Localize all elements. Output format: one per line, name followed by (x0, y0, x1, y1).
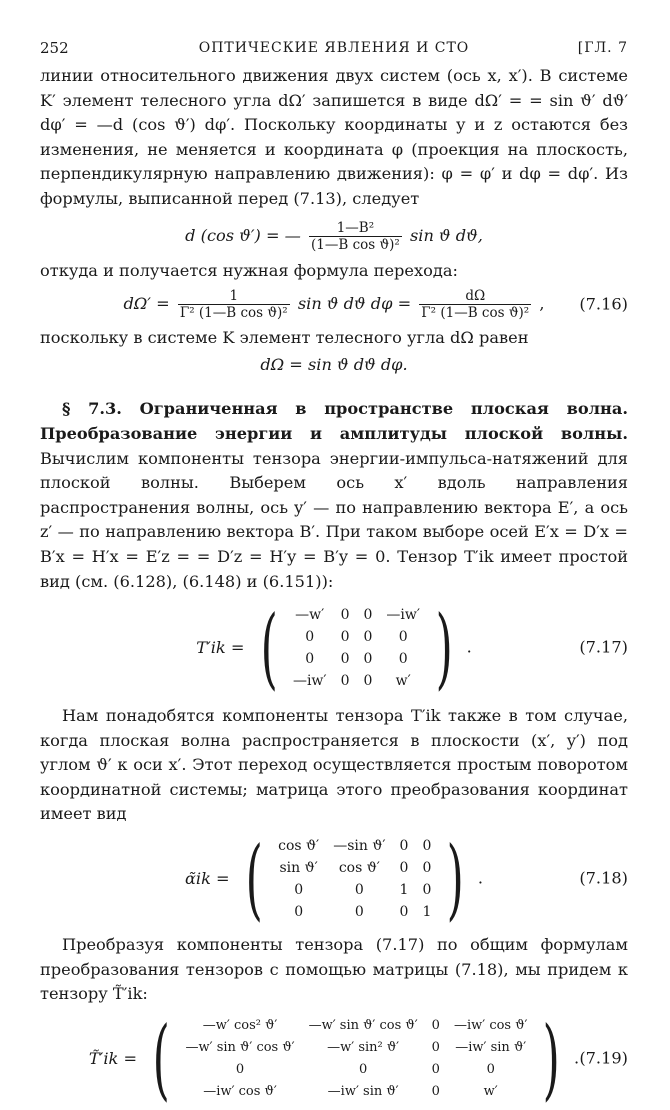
matrix-cell: cos ϑ′ (278, 837, 320, 854)
matrix-cell: 0 (431, 1018, 440, 1034)
matrix-row (179, 1015, 535, 1037)
matrix-cell: 0 (431, 1040, 440, 1056)
paragraph-5: Преобразуя компоненты тензора (7.17) по общим формулам преобразования тензоров с помощью матрицы (7.18), мы придем к тензору T̃′ik: (40, 935, 628, 1004)
eq1-numerator: 1—B² (309, 220, 402, 237)
equation-number-7-16: (7.16) (579, 294, 628, 314)
matrix-cell: 0 (398, 628, 408, 645)
equation-domega: dΩ = sin ϑ dϑ dφ. (260, 354, 408, 374)
matrix-cell: 0 (431, 1062, 440, 1078)
eq718-lhs: α̃ik = (184, 868, 230, 888)
right-paren: ) (446, 827, 465, 931)
equation-dcos (40, 220, 628, 253)
matrix-cell: sin ϑ′ (279, 859, 318, 876)
running-title: ОПТИЧЕСКИЕ ЯВЛЕНИЯ И СТО (198, 40, 470, 56)
matrix-cell: —iw′ (386, 606, 421, 623)
right-paren: ) (543, 1006, 561, 1110)
matrix-cell: 0 (399, 837, 409, 854)
eq2-denominator-2: Γ² (1—B cos ϑ)² (421, 305, 530, 322)
matrix-7-17 (252, 596, 462, 700)
matrix-cell: w′ (483, 1084, 498, 1100)
matrix-cell: 0 (354, 903, 364, 920)
equation-number-7-18: (7.18) (579, 868, 628, 888)
paragraph-4: Нам понадобятся компоненты тензора T′ik также в том случае, когда плоская волна распространяется в плоскости (x′, y′) под углом ϑ′ к оси x′. Этот переход осуществляется простым поворотом координатной системы; матрица этого преобразования координат имеет вид (40, 706, 628, 824)
matrix-cell: 0 (358, 1062, 368, 1078)
section-7-3 (40, 397, 628, 594)
paragraph-3: поскольку в системе K элемент телесного угла dΩ равен (40, 328, 529, 348)
eq1-rhs: sin ϑ dϑ, (409, 225, 483, 245)
matrix-row (286, 648, 427, 670)
chapter-label: [ГЛ. 7 (577, 40, 628, 56)
matrix-row (286, 670, 427, 692)
matrix-cell: 1 (422, 903, 432, 920)
left-paren: ( (260, 596, 278, 700)
matrix-cell: 0 (340, 672, 350, 689)
equation-7-19 (40, 1006, 628, 1110)
matrix-cell: 0 (294, 881, 304, 898)
paragraph-1: линии относительного движения двух систем (ось x, x′). В системе K′ элемент телесного угла dΩ′ запишется в виде dΩ′ = = sin ϑ′ dϑ′ dφ′ = —d (cos ϑ′) dφ′. Поскольку координаты y и z остаются без изменения, не меняется и координата φ (проекция на плоскость, перпендикулярную направлению движения): φ = φ′ и dφ = dφ′. Из формулы, выписанной перед (7.13), следует (40, 66, 628, 208)
eq2-fraction-1 (178, 288, 290, 321)
eq2-denominator-1: Γ² (1—B cos ϑ)² (179, 305, 288, 322)
right-paren: ) (435, 596, 453, 700)
matrix-cell: —iw′ sin ϑ′ (455, 1040, 527, 1056)
matrix-cell: 0 (399, 903, 409, 920)
matrix-cell: 0 (431, 1084, 440, 1100)
matrix-row (271, 857, 438, 879)
matrix-cell: —iw′ cos ϑ′ (203, 1084, 277, 1100)
section-text: Вычислим компоненты тензора энергии-импульса-натяжений для плоской волны. Выберем ось x′ вдоль направления распространения волны, ось y′ — по направлению вектора E′, а ось z′ — по направлению вектора B′. При таком выборе осей E′x = D′x = B′x = H′x = E′z = = D′z = H′y = B′y = 0. Тензор T′ik имеет простой вид (см. (6.128), (6.148) и (6.151)): (40, 448, 628, 591)
matrix-cell: 0 (486, 1062, 495, 1078)
matrix-cell: 0 (363, 672, 373, 689)
matrix-cell: 0 (399, 859, 409, 876)
matrix-cell: 0 (354, 881, 364, 898)
matrix-cell: —sin ϑ′ (333, 837, 386, 854)
matrix-row (271, 901, 438, 923)
eq2-numerator-1: 1 (178, 288, 290, 305)
matrix-cell: 0 (294, 903, 304, 920)
matrix-cell: —w′ sin² ϑ′ (327, 1040, 400, 1056)
equation-7-17 (40, 596, 628, 700)
matrix-row (286, 626, 427, 648)
matrix-cell: cos ϑ′ (338, 859, 380, 876)
matrix-7-19 (144, 1006, 569, 1110)
matrix-cell: —iw′ cos ϑ′ (453, 1018, 528, 1034)
matrix-cell: 0 (422, 837, 432, 854)
paragraph-2: откуда и получается нужная формула перехода: (40, 260, 458, 280)
matrix-cell: 0 (422, 859, 432, 876)
matrix-row (179, 1059, 535, 1081)
eq2-middle: sin ϑ dϑ dφ = (297, 294, 412, 314)
equation-7-18 (40, 827, 628, 931)
eq717-lhs: T′ik = (196, 637, 245, 657)
left-paren: ( (152, 1006, 170, 1110)
matrix-7-19-table (179, 1015, 535, 1103)
matrix-cell: 0 (305, 628, 315, 645)
matrix-7-18 (237, 827, 473, 931)
matrix-cell: 0 (235, 1062, 245, 1078)
matrix-row (179, 1081, 535, 1103)
eq719-lhs: T̃′ik = (88, 1048, 138, 1068)
matrix-cell: w′ (395, 672, 411, 689)
equation-number-7-19: (7.19) (579, 1048, 628, 1068)
matrix-cell: 0 (398, 650, 408, 667)
matrix-row (179, 1037, 535, 1059)
eq1-denominator: (1—B cos ϑ)² (311, 236, 400, 253)
eq717-end: . (466, 637, 472, 657)
matrix-cell: 1 (399, 881, 409, 898)
matrix-cell: 0 (363, 606, 373, 623)
eq2-numerator-2: dΩ (419, 288, 531, 305)
page-number: 252 (40, 39, 69, 57)
matrix-cell: 0 (363, 628, 373, 645)
matrix-row (271, 879, 438, 901)
matrix-cell: —w′ sin ϑ′ cos ϑ′ (308, 1018, 418, 1034)
equation-7-16 (40, 288, 628, 321)
matrix-row (286, 604, 427, 626)
matrix-cell: 0 (422, 881, 432, 898)
matrix-cell: 0 (305, 650, 315, 667)
matrix-cell: —w′ (295, 606, 325, 623)
running-header (40, 36, 628, 64)
matrix-7-18-table (271, 835, 438, 923)
eq2-fraction-2 (419, 288, 531, 321)
matrix-cell: 0 (363, 650, 373, 667)
matrix-7-17-table (286, 604, 427, 692)
matrix-cell: —iw′ (292, 672, 327, 689)
matrix-cell: —iw′ sin ϑ′ (327, 1084, 399, 1100)
left-paren: ( (245, 827, 263, 931)
eq718-end: . (477, 868, 484, 888)
matrix-cell: —w′ sin ϑ′ cos ϑ′ (185, 1040, 295, 1056)
eq2-lhs: dΩ′ = (123, 294, 170, 314)
matrix-cell: 0 (340, 606, 350, 623)
eq2-end: , (539, 294, 545, 314)
page (40, 36, 628, 1110)
eq1-fraction (309, 220, 402, 253)
matrix-cell: 0 (340, 650, 350, 667)
matrix-cell: 0 (340, 628, 350, 645)
section-title: § 7.3. Ограниченная в пространстве плоская волна. Преобразование энергии и амплитуды плоской волны. (40, 399, 628, 443)
matrix-row (271, 835, 438, 857)
equation-number-7-17: (7.17) (579, 637, 628, 657)
eq1-lhs: d (cos ϑ′) = — (185, 225, 301, 245)
eq719-end: . (573, 1048, 580, 1068)
matrix-cell: —w′ cos² ϑ′ (202, 1018, 278, 1034)
